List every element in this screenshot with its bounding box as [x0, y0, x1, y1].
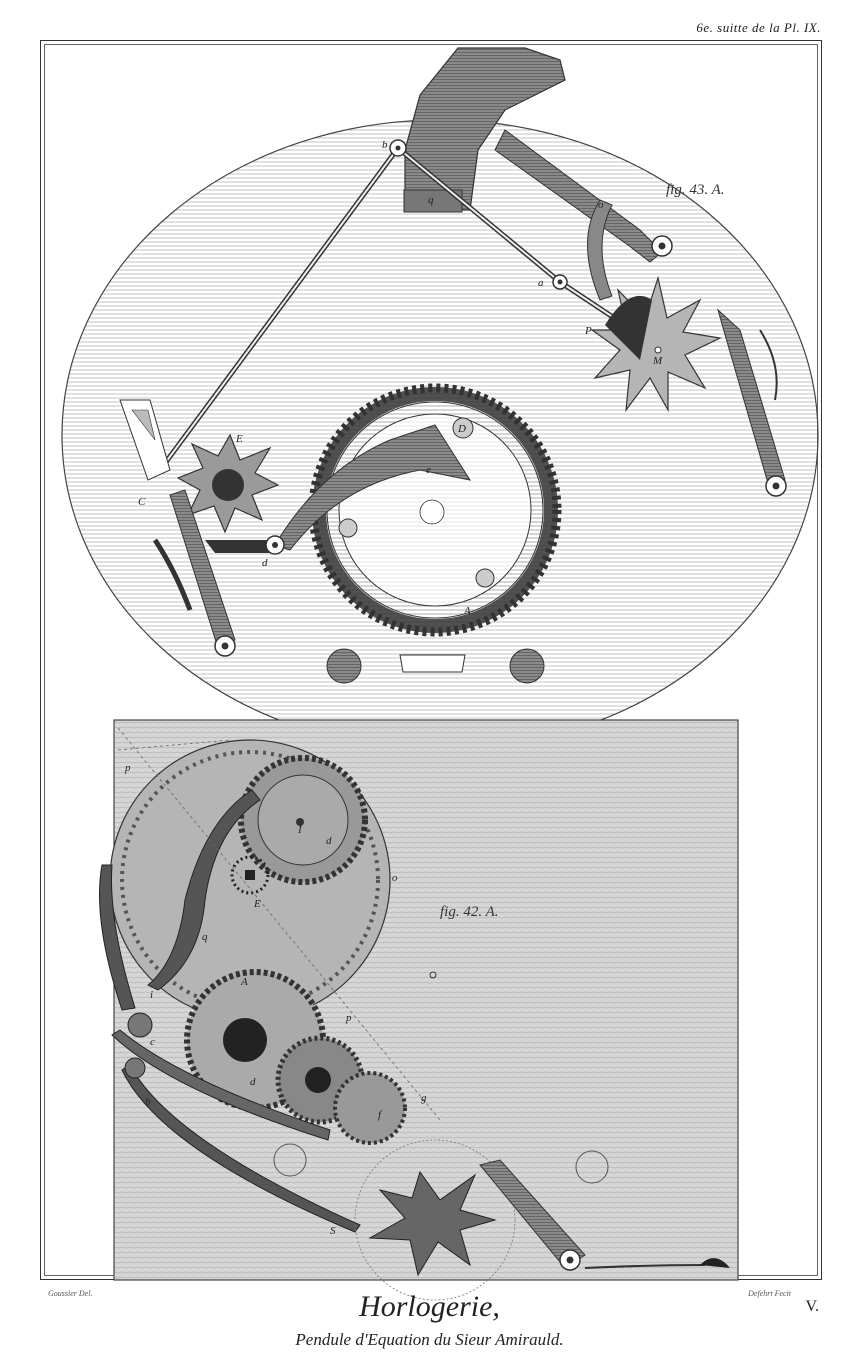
diagram-letter-label: d — [326, 835, 332, 847]
plate-number: V. — [805, 1298, 819, 1315]
diagram-letter-label: q — [428, 194, 434, 206]
fig-42-label: fig. 42. A. — [440, 904, 499, 920]
diagram-letter-label: a — [538, 277, 544, 289]
diagram-letter-label: M — [653, 355, 663, 367]
diagram-letter-label: D — [458, 423, 466, 435]
diagram-letter-label: S — [330, 1225, 336, 1237]
fig-43-label: fig. 43. A. — [666, 182, 725, 198]
diagram-letter-label: q — [202, 931, 208, 943]
plate-title: Horlogerie, — [359, 1290, 500, 1323]
diagram-letter-label: i — [150, 989, 154, 1001]
diagram-letter-label: E — [236, 433, 243, 445]
diagram-letter-label: d — [250, 1076, 256, 1088]
diagram-letter-label: p — [125, 762, 131, 774]
plate-subtitle: Pendule d'Equation du Sieur Amirauld. — [295, 1330, 564, 1349]
diagram-letter-label: A — [241, 976, 248, 988]
fig-42-mechanism — [100, 720, 739, 1300]
diagram-letter-label: b — [382, 139, 388, 151]
diagram-letter-label: f — [378, 1109, 382, 1121]
diagram-letter-label: A — [464, 605, 471, 617]
plate-reference: 6e. suitte de la Pl. IX. — [696, 20, 821, 35]
diagram-letter-label: p — [346, 1012, 352, 1024]
diagram-letter-label: E — [254, 898, 261, 910]
diagram-letter-label: P — [585, 325, 592, 337]
diagram-letter-label: d — [262, 557, 268, 569]
diagram-letter-label: b — [145, 1096, 151, 1108]
fig-43-mechanism — [62, 48, 818, 750]
diagram-letter-label: C — [138, 496, 146, 508]
diagram-letter-label: o — [392, 872, 398, 884]
diagram-letter-label: g — [421, 1092, 427, 1104]
diagram-letter-label: o — [598, 199, 604, 211]
diagram-letter-label: c — [150, 1036, 155, 1048]
signature-engraver: Defehrt Fecit — [748, 1289, 791, 1298]
signature-draughtsman: Goussier Del. — [48, 1289, 93, 1298]
diagram-letter-label: I — [298, 824, 302, 836]
diagram-letter-label: e — [426, 464, 431, 476]
